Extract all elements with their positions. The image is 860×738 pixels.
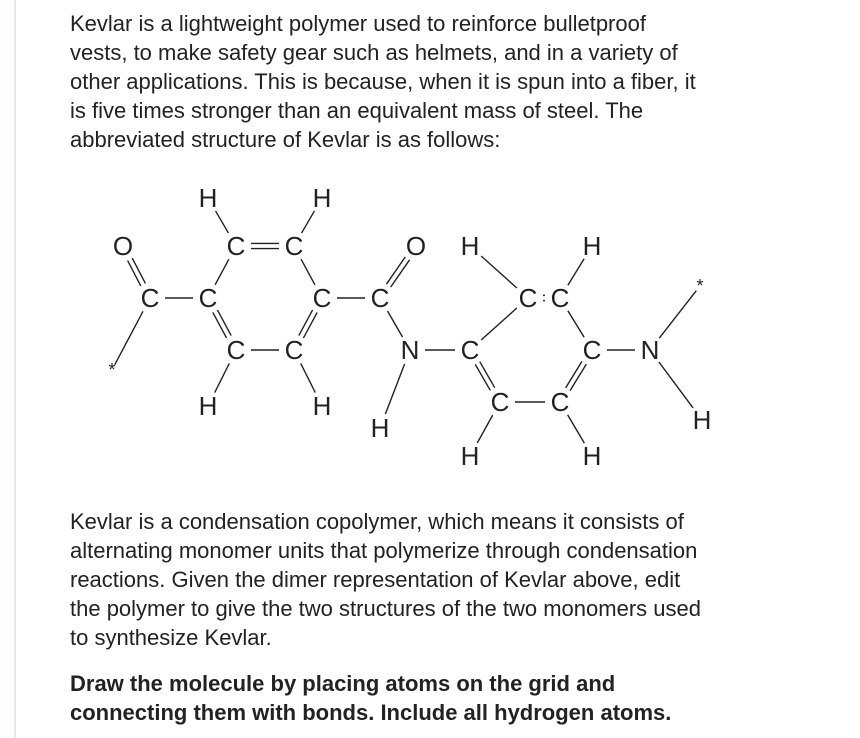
chain-end-marker: * (108, 360, 116, 380)
intro-paragraph (70, 9, 770, 154)
single-bond-aC3-aH1 (216, 211, 229, 233)
atom-h: H (312, 183, 332, 213)
description-paragraph (70, 507, 770, 652)
atom-c: C (226, 335, 246, 365)
atom-h: H (370, 413, 390, 443)
atom-h: H (198, 183, 218, 213)
atom-c: C (490, 387, 510, 417)
single-bond-aC11-aH8 (477, 415, 492, 443)
atom-c: C (284, 231, 304, 261)
atom-h: H (460, 231, 480, 261)
double-bond-aC6-aC7 (299, 310, 313, 336)
atom-h: H (692, 405, 712, 435)
single-bond-aC5-aC7 (301, 259, 315, 285)
single-bond-aC4-aH3 (215, 363, 230, 392)
single-bond-aC8-aN1 (387, 311, 402, 337)
single-bond-aC12-aC14 (568, 311, 584, 337)
intro-line: Kevlar is a lightweight polymer used to reinforce bulletproof (70, 11, 646, 36)
single-bond-aC2-aC3 (215, 259, 229, 285)
single-bond-aC9-aC10 (481, 308, 517, 340)
atom-c: C (140, 283, 160, 313)
intro-line: vests, to make safety gear such as helmets, and in a variety of (70, 40, 678, 65)
chain-end-marker: * (696, 276, 704, 296)
single-bond-aC1-star1 (115, 311, 143, 364)
single-bond-aN2-star2 (659, 291, 696, 338)
double-bond-aC6-aC7 (303, 312, 317, 338)
atom-h: H (582, 231, 602, 261)
atom-c: C (312, 283, 332, 313)
kevlar-structure-diagram (90, 176, 730, 476)
instruction-line: connecting them with bonds. Include all hydrogen atoms. (70, 700, 672, 725)
atom-n: N (400, 335, 420, 365)
atom-o: O (112, 231, 134, 261)
left-border (14, 0, 16, 738)
single-bond-aC13-aH9 (568, 415, 585, 443)
atom-h: H (312, 391, 332, 421)
atom-c: C (582, 335, 602, 365)
single-bond-aC10-aH6 (481, 256, 517, 288)
description-line: alternating monomer units that polymerize through condensation (70, 538, 698, 563)
atom-h: H (582, 441, 602, 471)
atom-c: C (284, 335, 304, 365)
atom-c: C (518, 283, 538, 313)
description-line: Kevlar is a condensation copolymer, which means it consists of (70, 509, 684, 534)
atom-h: H (460, 441, 480, 471)
atom-h: H (198, 391, 218, 421)
intro-line: abbreviated structure of Kevlar is as follows: (70, 127, 501, 152)
double-bond-aC1-aO1 (132, 258, 145, 283)
instruction-line: Draw the molecule by placing atoms on the grid and (70, 671, 616, 696)
double-bond-aC2-aC4 (217, 310, 231, 336)
single-bond-aC12-aH7 (568, 259, 584, 285)
single-bond-aN1-aH5 (385, 364, 404, 414)
atom-c: C (370, 283, 390, 313)
description-line: the polymer to give the two structures of the two monomers used (70, 596, 701, 621)
instruction-paragraph (70, 669, 770, 727)
single-bond-aC5-aH2 (302, 211, 315, 233)
single-bond-aC6-aH4 (301, 363, 316, 392)
description-line: reactions. Given the dimer representation of Kevlar above, edit (70, 567, 681, 592)
double-bond-aC1-aO1 (128, 261, 141, 286)
atom-c: C (198, 283, 218, 313)
atom-c: C (550, 387, 570, 417)
single-bond-aN2-aH10 (659, 362, 693, 408)
atom-o: O (405, 231, 427, 261)
atom-n: N (640, 335, 660, 365)
atom-c: C (550, 283, 570, 313)
intro-line: is five times stronger than an equivalent mass of steel. The (70, 98, 644, 123)
atom-c: C (460, 335, 480, 365)
atom-c: C (226, 231, 246, 261)
intro-line: other applications. This is because, when it is spun into a fiber, it (70, 69, 696, 94)
description-line: to synthesize Kevlar. (70, 625, 272, 650)
double-bond-aC2-aC4 (213, 312, 227, 338)
